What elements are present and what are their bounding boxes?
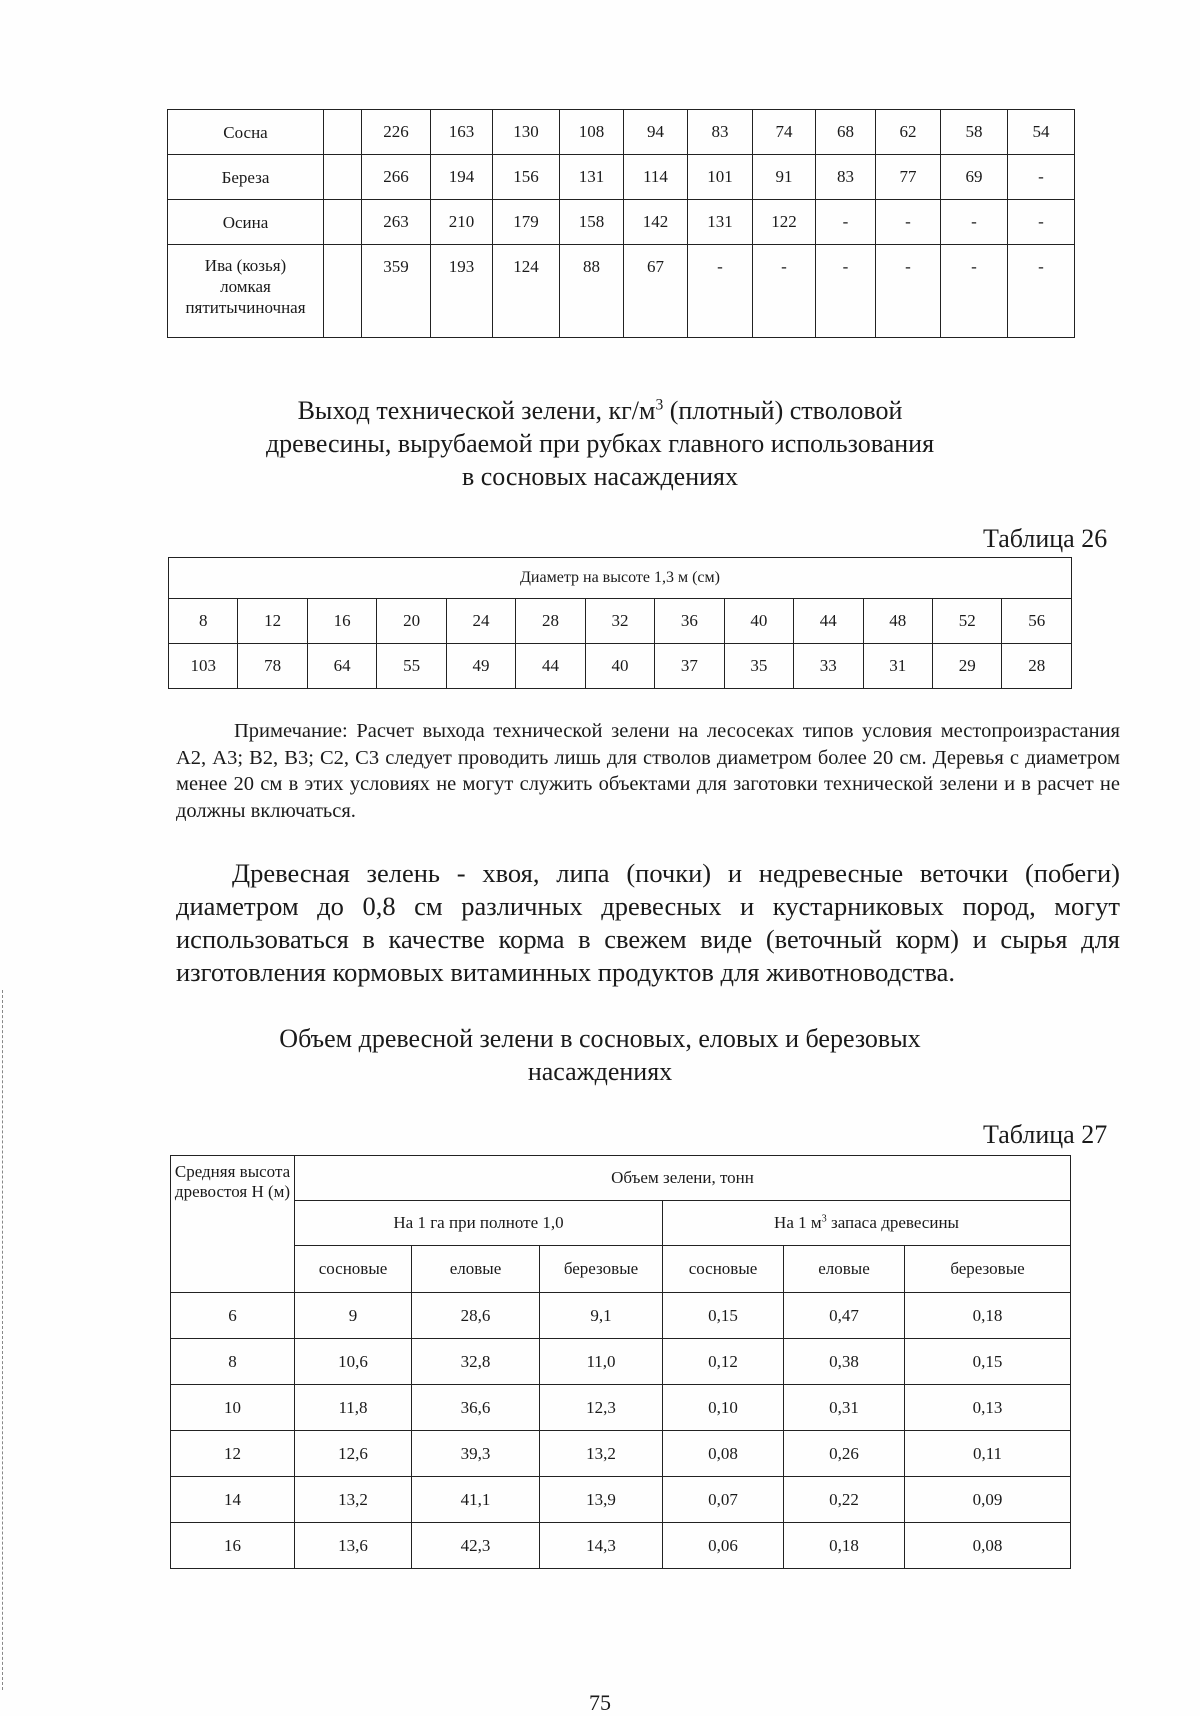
table27-caption: Таблица 27	[983, 1120, 1108, 1149]
species-header-cell: еловые	[412, 1246, 540, 1293]
species-name-line: Ива (козья)	[204, 256, 287, 275]
body-paragraph: Древесная зелень - хвоя, липа (почки) и недревесные веточки (побеги) диаметром до 0,8 см различных древесных и кустарниковых пород, могут использоваться в качестве корма в свежем виде (веточный корм) и сырья для изготовления кормовых витаминных продуктов для животноводства.	[176, 858, 1120, 987]
volume-cell: 0,15	[905, 1339, 1071, 1385]
species-name-line: Береза	[221, 167, 270, 187]
diameter-cell: 56	[1002, 599, 1072, 644]
table26-caption: Таблица 26	[983, 524, 1108, 553]
height-column-header: Средняя высота древостоя Н (м)	[171, 1156, 295, 1293]
value-cell: 194	[431, 155, 493, 200]
value-cell: 83	[816, 155, 876, 200]
value-cell: -	[816, 245, 876, 338]
value-cell: 163	[431, 110, 493, 155]
diameter-cell: 20	[377, 599, 446, 644]
yield-cell: 31	[863, 644, 932, 689]
per-hectare-header: На 1 га при полноте 1,0	[295, 1201, 663, 1246]
value-cell: -	[941, 200, 1008, 245]
per-m3-header: На 1 $м^3$ запаса древесины	[663, 1201, 1071, 1246]
yield-cell: 37	[655, 644, 724, 689]
yield-cell: 33	[794, 644, 863, 689]
diameter-row	[169, 599, 1072, 644]
margin-scan-line	[2, 990, 4, 1690]
volume-cell: 41,1	[412, 1477, 540, 1523]
species-name-cell	[168, 245, 324, 338]
diameter-cell: 12	[238, 599, 307, 644]
volume-cell: 28,6	[412, 1293, 540, 1339]
volume-cell: 13,6	[295, 1523, 412, 1569]
value-cell: 83	[688, 110, 753, 155]
volume-cell: 0,47	[784, 1293, 905, 1339]
value-cell: 130	[493, 110, 560, 155]
value-cell: -	[876, 245, 941, 338]
table-row	[168, 110, 1075, 155]
table27-heading: Объем древесной зелени в сосновых, еловых и березовых насаждениях	[279, 1024, 921, 1086]
species-name-line: Осина	[222, 212, 269, 232]
yield-cell: 35	[724, 644, 793, 689]
volume-cell: 11,0	[540, 1339, 663, 1385]
value-cell: 193	[431, 245, 493, 338]
value-cell: 142	[624, 200, 688, 245]
diameter-cell: 28	[516, 599, 585, 644]
value-cell: 94	[624, 110, 688, 155]
diameter-cell: 32	[585, 599, 654, 644]
volume-cell: 36,6	[412, 1385, 540, 1431]
value-cell: 114	[624, 155, 688, 200]
table-row	[171, 1523, 1071, 1569]
volume-cell: 0,13	[905, 1385, 1071, 1431]
value-cell: 263	[362, 200, 431, 245]
volume-cell: 13,2	[295, 1477, 412, 1523]
species-name-cell	[168, 110, 324, 155]
volume-cell: 0,07	[663, 1477, 784, 1523]
volume-cell: 0,18	[784, 1523, 905, 1569]
height-cell: 6	[171, 1293, 295, 1339]
table27	[170, 1155, 1071, 1569]
volume-cell: 0,22	[784, 1477, 905, 1523]
value-cell: 67	[624, 245, 688, 338]
volume-cell: 11,8	[295, 1385, 412, 1431]
table-row	[171, 1339, 1071, 1385]
volume-cell: 0,12	[663, 1339, 784, 1385]
empty-cell	[324, 245, 362, 338]
species-header-cell: березовые	[905, 1246, 1071, 1293]
value-cell: 179	[493, 200, 560, 245]
height-cell: 14	[171, 1477, 295, 1523]
species-name-line: ломкая	[220, 277, 271, 296]
table26-header: Диаметр на высоте 1,3 м (см)	[169, 558, 1072, 599]
table26-heading: Выход технической зелени, $кг/м^3$ (плотный) стволовой древесины, вырубаемой при рубках главного использования в сосновых насаждениях	[265, 396, 935, 491]
value-cell: -	[1008, 245, 1075, 338]
yield-cell: 103	[169, 644, 238, 689]
value-cell: -	[816, 200, 876, 245]
yield-cell: 44	[516, 644, 585, 689]
value-cell: 122	[753, 200, 816, 245]
value-cell: 58	[941, 110, 1008, 155]
volume-cell: 0,08	[663, 1431, 784, 1477]
diameter-cell: 24	[446, 599, 515, 644]
value-cell: 88	[560, 245, 624, 338]
value-cell: -	[1008, 155, 1075, 200]
value-cell: 91	[753, 155, 816, 200]
yield-cell: 49	[446, 644, 515, 689]
species-header-row	[171, 1246, 1071, 1293]
value-cell: 226	[362, 110, 431, 155]
yield-cell: 78	[238, 644, 307, 689]
diameter-cell: 44	[794, 599, 863, 644]
volume-cell: 9,1	[540, 1293, 663, 1339]
value-cell: 54	[1008, 110, 1075, 155]
diameter-cell: 48	[863, 599, 932, 644]
table-row	[168, 155, 1075, 200]
volume-cell: 0,38	[784, 1339, 905, 1385]
yield-cell: 64	[307, 644, 376, 689]
volume-header: Объем зелени, тонн	[295, 1156, 1071, 1201]
volume-cell: 42,3	[412, 1523, 540, 1569]
empty-cell	[324, 155, 362, 200]
volume-cell: 0,11	[905, 1431, 1071, 1477]
volume-cell: 0,08	[905, 1523, 1071, 1569]
value-cell: -	[941, 245, 1008, 338]
species-name-cell	[168, 200, 324, 245]
yield-cell: 40	[585, 644, 654, 689]
table-row	[168, 245, 1075, 338]
value-cell: 210	[431, 200, 493, 245]
value-cell: 266	[362, 155, 431, 200]
volume-cell: 12,6	[295, 1431, 412, 1477]
value-cell: 101	[688, 155, 753, 200]
species-header-cell: сосновые	[295, 1246, 412, 1293]
volume-cell: 0,26	[784, 1431, 905, 1477]
value-cell: -	[1008, 200, 1075, 245]
species-name-line: пятитычиночная	[185, 298, 306, 317]
height-cell: 16	[171, 1523, 295, 1569]
species-name-line: Сосна	[223, 122, 268, 142]
value-cell: 158	[560, 200, 624, 245]
yield-cell: 29	[932, 644, 1001, 689]
volume-cell: 39,3	[412, 1431, 540, 1477]
table-row	[171, 1431, 1071, 1477]
value-cell: 359	[362, 245, 431, 338]
value-cell: 156	[493, 155, 560, 200]
volume-cell: 0,31	[784, 1385, 905, 1431]
species-header-cell: сосновые	[663, 1246, 784, 1293]
value-cell: -	[876, 200, 941, 245]
species-name-cell	[168, 155, 324, 200]
volume-cell: 13,9	[540, 1477, 663, 1523]
value-cell: 69	[941, 155, 1008, 200]
height-cell: 10	[171, 1385, 295, 1431]
volume-cell: 12,3	[540, 1385, 663, 1431]
diameter-cell: 52	[932, 599, 1001, 644]
empty-cell	[324, 200, 362, 245]
table-row	[171, 1293, 1071, 1339]
diameter-cell: 16	[307, 599, 376, 644]
value-cell: 74	[753, 110, 816, 155]
species-header-cell: березовые	[540, 1246, 663, 1293]
value-cell: 108	[560, 110, 624, 155]
diameter-cell: 40	[724, 599, 793, 644]
table-row	[171, 1477, 1071, 1523]
value-cell: 68	[816, 110, 876, 155]
table26	[168, 557, 1072, 689]
volume-cell: 10,6	[295, 1339, 412, 1385]
volume-cell: 0,10	[663, 1385, 784, 1431]
diameter-cell: 36	[655, 599, 724, 644]
yield-row	[169, 644, 1072, 689]
yield-cell: 55	[377, 644, 446, 689]
table-row	[168, 200, 1075, 245]
volume-cell: 0,15	[663, 1293, 784, 1339]
table-row	[171, 1385, 1071, 1431]
diameter-cell: 8	[169, 599, 238, 644]
value-cell: 62	[876, 110, 941, 155]
volume-cell: 0,09	[905, 1477, 1071, 1523]
value-cell: 131	[688, 200, 753, 245]
volume-cell: 13,2	[540, 1431, 663, 1477]
volume-cell: 32,8	[412, 1339, 540, 1385]
volume-cell: 9	[295, 1293, 412, 1339]
page-number: 75	[589, 1690, 611, 1715]
value-cell: -	[753, 245, 816, 338]
species-header-cell: еловые	[784, 1246, 905, 1293]
height-cell: 8	[171, 1339, 295, 1385]
volume-cell: 0,06	[663, 1523, 784, 1569]
species-table-continuation	[167, 109, 1075, 338]
yield-cell: 28	[1002, 644, 1072, 689]
value-cell: 77	[876, 155, 941, 200]
value-cell: 124	[493, 245, 560, 338]
note-paragraph: Примечание: Расчет выхода технической зелени на лесосеках типов условия местопроизрастания А2, А3; В2, В3; С2, С3 следует проводить лишь для стволов диаметром более 20 см. Деревья с диаметром менее 20 см в этих условиях не могут служить объектами для заготовки технической зелени и в расчет не должны включаться.	[176, 720, 1120, 822]
value-cell: -	[688, 245, 753, 338]
value-cell: 131	[560, 155, 624, 200]
height-cell: 12	[171, 1431, 295, 1477]
volume-cell: 0,18	[905, 1293, 1071, 1339]
volume-cell: 14,3	[540, 1523, 663, 1569]
empty-cell	[324, 110, 362, 155]
